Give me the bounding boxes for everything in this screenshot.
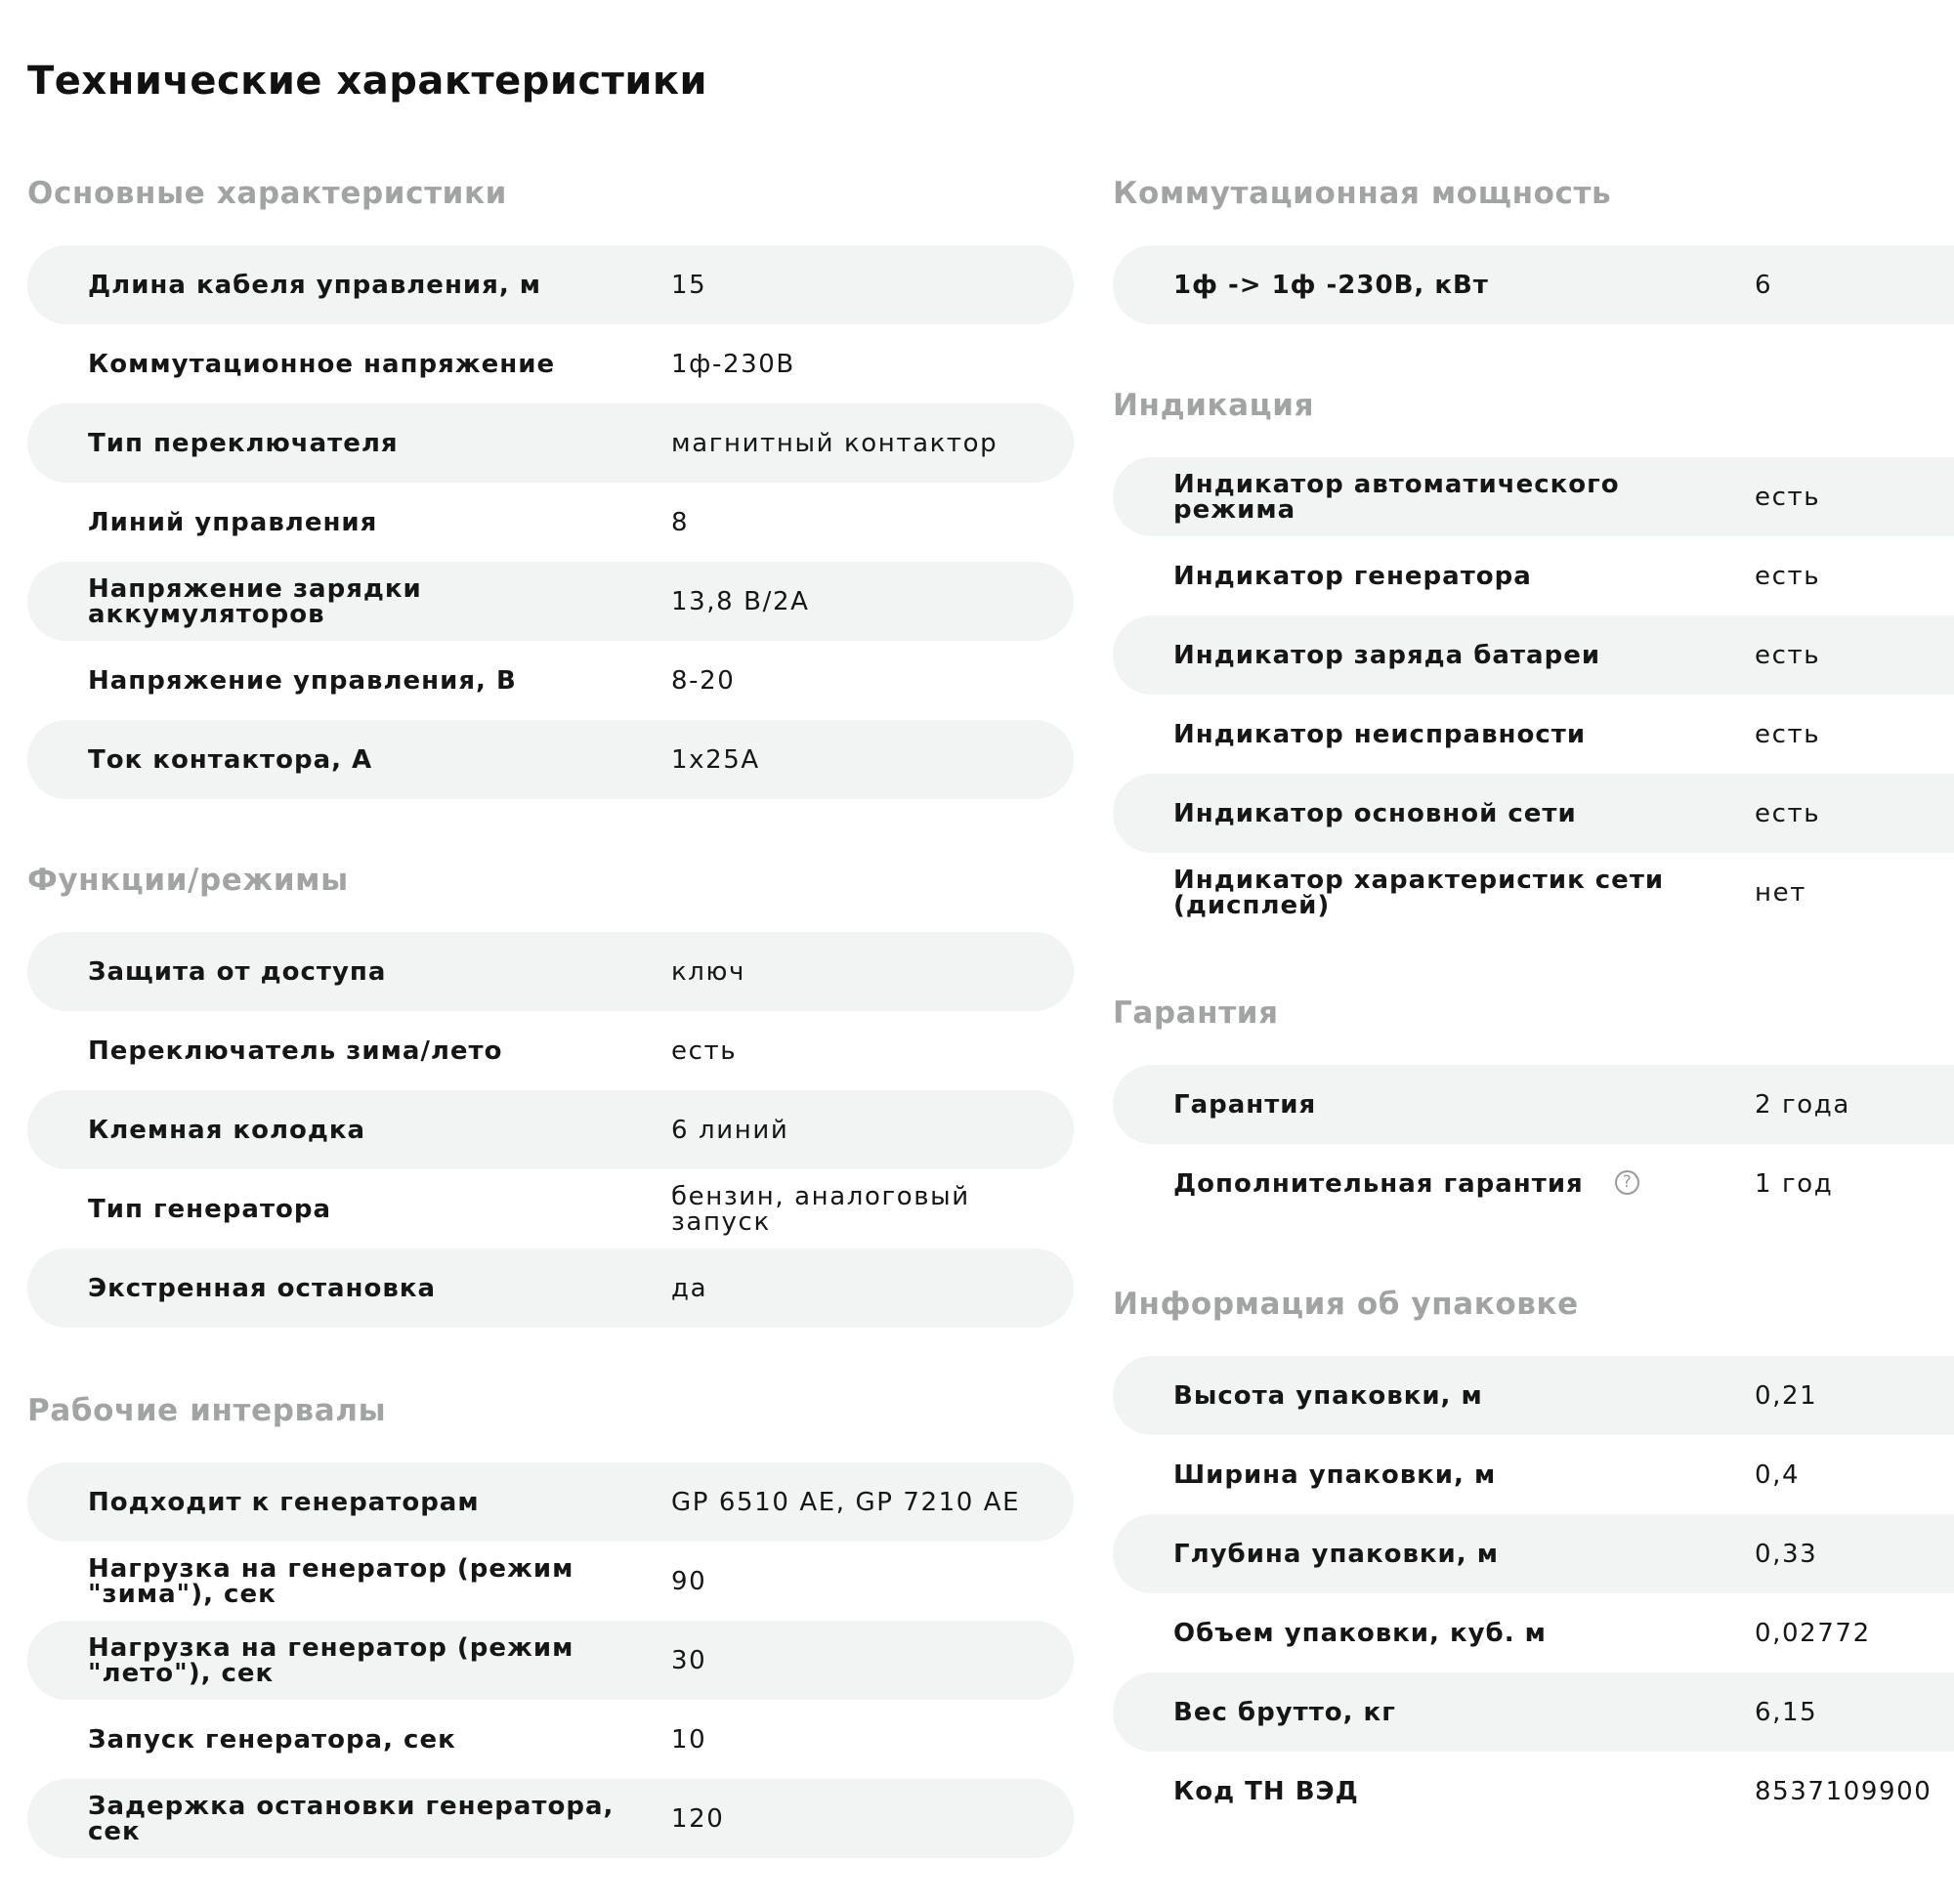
spec-value: магнитный контактор <box>671 428 998 458</box>
spec-row <box>27 641 1074 720</box>
question-circle-icon[interactable]: ? <box>1615 1170 1639 1195</box>
section-title-main: Основные характеристики <box>27 176 507 211</box>
spec-label: Индикатор заряда батареи <box>1173 640 1601 670</box>
spec-label: Коммутационное напряжение <box>88 349 556 379</box>
spec-value: 1ф-230В <box>671 349 795 379</box>
spec-value: 13,8 В/2А <box>671 586 810 616</box>
spec-value: есть <box>1755 719 1821 749</box>
spec-value: 0,33 <box>1755 1539 1818 1569</box>
spec-label: Индикатор автоматического режима <box>1173 469 1620 525</box>
spec-row <box>1113 1752 1954 1831</box>
spec-table-indication <box>1113 457 1954 932</box>
spec-row <box>1113 615 1954 695</box>
section-title-intervals: Рабочие интервалы <box>27 1393 387 1428</box>
spec-value: да <box>671 1273 708 1303</box>
spec-label: Напряжение зарядки аккумуляторов <box>88 573 422 629</box>
spec-row <box>1113 1356 1954 1435</box>
spec-label: Код ТН ВЭД <box>1173 1776 1359 1806</box>
spec-value: есть <box>1755 482 1821 512</box>
spec-value: 1 год <box>1755 1168 1834 1199</box>
spec-label: Дополнительная гарантия <box>1173 1168 1584 1199</box>
spec-value: 8 <box>671 507 690 537</box>
spec-value: 30 <box>671 1645 707 1675</box>
spec-row <box>1113 1144 1954 1223</box>
spec-table-packaging <box>1113 1356 1954 1831</box>
spec-row <box>27 483 1074 562</box>
section-title-indication: Индикация <box>1113 388 1315 423</box>
spec-value: 15 <box>671 270 707 300</box>
spec-value: 6 <box>1755 270 1773 300</box>
spec-label: Напряжение управления, В <box>88 665 517 696</box>
spec-table-main <box>27 245 1074 799</box>
spec-row <box>27 1779 1074 1858</box>
spec-row <box>27 1011 1074 1090</box>
spec-label: Тип генератора <box>88 1194 332 1224</box>
spec-label: Нагрузка на генератор (режим "зима"), сек <box>88 1553 574 1609</box>
spec-table-intervals <box>27 1462 1074 1858</box>
spec-row <box>1113 1065 1954 1144</box>
spec-label: Задержка остановки генератора, сек <box>88 1791 615 1846</box>
spec-row <box>1113 774 1954 853</box>
spec-row <box>27 1090 1074 1169</box>
spec-row <box>27 403 1074 483</box>
spec-label: Индикатор генератора <box>1173 561 1532 591</box>
spec-value: 120 <box>671 1803 725 1834</box>
spec-value: бензин, аналоговый запуск <box>671 1181 970 1237</box>
spec-label: Гарантия <box>1173 1089 1317 1120</box>
section-title-functions: Функции/режимы <box>27 863 349 898</box>
page-title: Технические характеристики <box>27 59 708 104</box>
spec-label: 1ф -> 1ф -230В, кВт <box>1173 270 1489 300</box>
spec-value: есть <box>1755 561 1821 591</box>
section-title-packaging: Информация об упаковке <box>1113 1287 1579 1322</box>
spec-row <box>1113 245 1954 324</box>
spec-row <box>27 1700 1074 1779</box>
section-title-warranty: Гарантия <box>1113 995 1279 1031</box>
spec-label: Защита от доступа <box>88 956 387 987</box>
spec-table-warranty <box>1113 1065 1954 1223</box>
spec-label: Глубина упаковки, м <box>1173 1539 1499 1569</box>
spec-label: Переключатель зима/лето <box>88 1036 503 1066</box>
spec-label: Нагрузка на генератор (режим "лето"), сек <box>88 1632 574 1688</box>
spec-label: Подходит к генераторам <box>88 1487 480 1517</box>
spec-value: есть <box>671 1036 738 1066</box>
spec-row <box>27 1621 1074 1700</box>
spec-row <box>1113 1593 1954 1672</box>
spec-label: Тип переключателя <box>88 428 399 458</box>
spec-label: Клемная колодка <box>88 1115 366 1145</box>
spec-row <box>27 1542 1074 1621</box>
spec-row <box>27 245 1074 324</box>
spec-row <box>1113 457 1954 536</box>
spec-row <box>1113 536 1954 615</box>
spec-label: Экстренная остановка <box>88 1273 437 1303</box>
spec-row <box>27 324 1074 403</box>
spec-row <box>1113 1514 1954 1593</box>
spec-value: 10 <box>671 1724 707 1755</box>
spec-label: Вес брутто, кг <box>1173 1697 1396 1727</box>
spec-row <box>1113 695 1954 774</box>
spec-value: есть <box>1755 640 1821 670</box>
spec-value: 0,4 <box>1755 1460 1801 1490</box>
spec-row <box>1113 1672 1954 1752</box>
spec-value: ключ <box>671 956 745 987</box>
spec-label: Линий управления <box>88 507 378 537</box>
spec-value: 90 <box>671 1566 707 1596</box>
spec-value: 2 года <box>1755 1089 1850 1120</box>
spec-label: Объем упаковки, куб. м <box>1173 1618 1547 1648</box>
spec-label: Индикатор характеристик сети (дисплей) <box>1173 865 1665 920</box>
spec-value: 6 линий <box>671 1115 789 1145</box>
spec-value: GP 6510 AE, GP 7210 AE <box>671 1487 1021 1517</box>
spec-value: 6,15 <box>1755 1697 1818 1727</box>
spec-value: 0,21 <box>1755 1380 1818 1411</box>
spec-label: Ширина упаковки, м <box>1173 1460 1497 1490</box>
spec-row <box>27 1462 1074 1542</box>
spec-label: Запуск генератора, сек <box>88 1724 456 1755</box>
spec-value: нет <box>1755 877 1806 908</box>
spec-row <box>1113 853 1954 932</box>
spec-table-power <box>1113 245 1954 324</box>
spec-value: 8-20 <box>671 665 736 696</box>
spec-label-with-help <box>1173 1168 1691 1199</box>
spec-value: 0,02772 <box>1755 1618 1871 1648</box>
spec-row <box>27 932 1074 1011</box>
spec-row <box>27 1169 1074 1248</box>
spec-row <box>27 562 1074 641</box>
spec-label: Ток контактора, А <box>88 744 373 775</box>
spec-label: Высота упаковки, м <box>1173 1380 1483 1411</box>
spec-label: Индикатор основной сети <box>1173 798 1577 828</box>
spec-row <box>1113 1435 1954 1514</box>
spec-label: Индикатор неисправности <box>1173 719 1587 749</box>
spec-row <box>27 1248 1074 1328</box>
spec-value: 1х25А <box>671 744 760 775</box>
spec-value: есть <box>1755 798 1821 828</box>
spec-label: Длина кабеля управления, м <box>88 270 542 300</box>
section-title-power: Коммутационная мощность <box>1113 176 1612 211</box>
spec-row <box>27 720 1074 799</box>
spec-table-functions <box>27 932 1074 1328</box>
spec-value: 8537109900 <box>1755 1776 1933 1806</box>
